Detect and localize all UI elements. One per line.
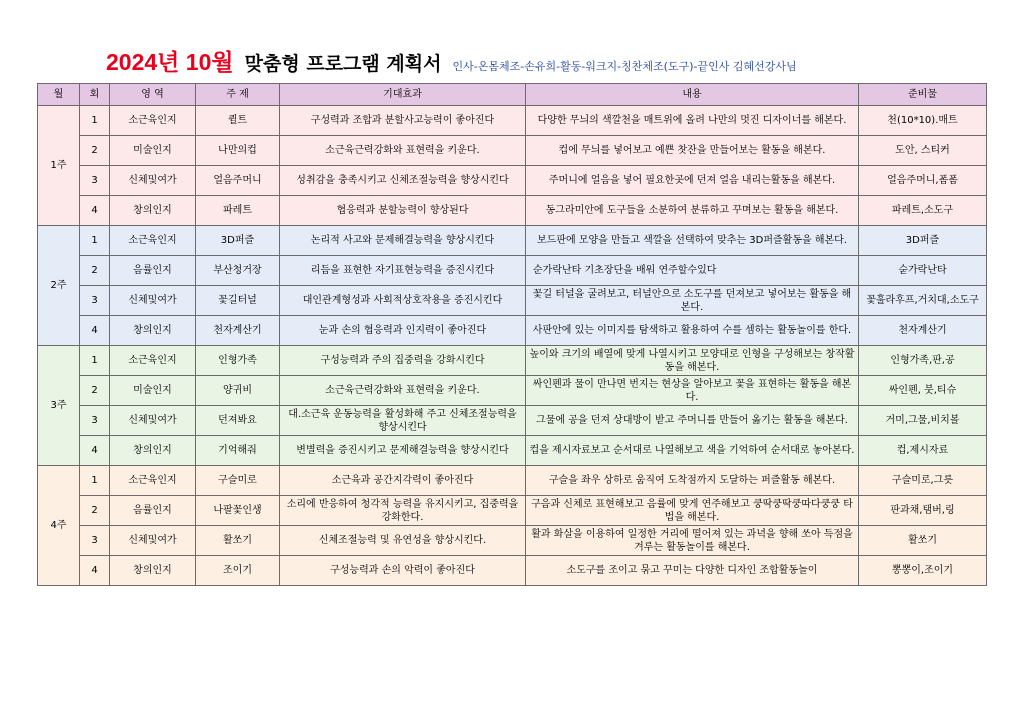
area-cell: 미술인지 [110, 376, 196, 406]
materials-cell: 인형가족,판,공 [859, 346, 987, 376]
session-number: 2 [80, 496, 110, 526]
materials-cell: 판과채,탬버,링 [859, 496, 987, 526]
header-month: 월 [38, 84, 80, 106]
materials-cell: 얼음주머니,폼폼 [859, 166, 987, 196]
table-row [38, 556, 987, 586]
session-number: 2 [80, 256, 110, 286]
effect-cell: 소리에 반응하여 청각적 능력을 유지시키고, 집중력을 강화한다. [280, 496, 526, 526]
session-number: 4 [80, 436, 110, 466]
table-row [38, 406, 987, 436]
effect-cell: 대인관계형성과 사회적상호작용을 증진시킨다 [280, 286, 526, 316]
topic-cell: 기억해줘 [196, 436, 280, 466]
topic-cell: 부산청거장 [196, 256, 280, 286]
header-topic: 주 제 [196, 84, 280, 106]
week-label: 2주 [38, 226, 80, 346]
document-title [0, 44, 1024, 77]
effect-cell: 신체조절능력 및 유연성을 향상시킨다. [280, 526, 526, 556]
materials-cell: 숟가락난타 [859, 256, 987, 286]
content-cell: 컵을 제시자료보고 순서대로 나열해보고 색을 기억하여 순서대로 놓아본다. [526, 436, 859, 466]
area-cell: 소근육인지 [110, 226, 196, 256]
area-cell: 음률인지 [110, 256, 196, 286]
content-cell: 구슬을 좌우 상하로 움직여 도착점까지 도달하는 퍼즐활동 해본다. [526, 466, 859, 496]
table-row [38, 316, 987, 346]
title-program-plan: 맞춤형 프로그램 계획서 [244, 53, 442, 75]
effect-cell: 논리적 사고와 문제해결능력을 향상시킨다 [280, 226, 526, 256]
effect-cell: 구성력과 조합과 분할사고능력이 좋아진다 [280, 106, 526, 136]
session-number: 4 [80, 316, 110, 346]
session-number: 3 [80, 406, 110, 436]
session-number: 1 [80, 346, 110, 376]
table-row [38, 136, 987, 166]
area-cell: 미술인지 [110, 136, 196, 166]
session-number: 1 [80, 106, 110, 136]
effect-cell: 리듬을 표현한 자기표현능력을 증진시킨다 [280, 256, 526, 286]
materials-cell: 3D퍼즐 [859, 226, 987, 256]
effect-cell: 협응력과 분할능력이 향상된다 [280, 196, 526, 226]
materials-cell: 천자계산기 [859, 316, 987, 346]
effect-cell: 대.소근육 운동능력을 활성화해 주고 신체조절능력을 향상시킨다 [280, 406, 526, 436]
session-number: 2 [80, 136, 110, 166]
table-row [38, 376, 987, 406]
topic-cell: 나팔꽃인생 [196, 496, 280, 526]
effect-cell: 눈과 손의 협응력과 인지력이 좋아진다 [280, 316, 526, 346]
week-label: 4주 [38, 466, 80, 586]
table-row [38, 256, 987, 286]
effect-cell: 소근육과 공간지각력이 좋아진다 [280, 466, 526, 496]
program-plan-table [37, 83, 987, 586]
topic-cell: 활쏘기 [196, 526, 280, 556]
title-session-flow: 인사-온몸체조-손유희-활동-워크지-칭찬체조(도구)-끝인사 김혜선강사님 [452, 60, 797, 73]
header-content: 내용 [526, 84, 859, 106]
topic-cell: 나만의컵 [196, 136, 280, 166]
effect-cell: 변별력을 증진시키고 문제해결능력을 향상시킨다 [280, 436, 526, 466]
area-cell: 신체및여가 [110, 406, 196, 436]
week-label: 1주 [38, 106, 80, 226]
content-cell: 소도구를 조이고 묶고 꾸미는 다양한 디자인 조합활동놀이 [526, 556, 859, 586]
content-cell: 구음과 신체로 표현해보고 음률에 맞게 연주해보고 쿵딱쿵딱쿵따다쿵쿵 타법을 해본다. [526, 496, 859, 526]
header-materials: 준비물 [859, 84, 987, 106]
materials-cell: 도안, 스티커 [859, 136, 987, 166]
materials-cell: 싸인펜, 붓,티슈 [859, 376, 987, 406]
topic-cell: 꽃길터널 [196, 286, 280, 316]
session-number: 3 [80, 286, 110, 316]
materials-cell: 천(10*10).매트 [859, 106, 987, 136]
session-number: 4 [80, 556, 110, 586]
area-cell: 창의인지 [110, 316, 196, 346]
week-label: 3주 [38, 346, 80, 466]
session-number: 3 [80, 166, 110, 196]
session-number: 2 [80, 376, 110, 406]
effect-cell: 구성능력과 주의 집중력을 강화시킨다 [280, 346, 526, 376]
table-row [38, 286, 987, 316]
area-cell: 신체및여가 [110, 166, 196, 196]
area-cell: 신체및여가 [110, 286, 196, 316]
header-area: 영 역 [110, 84, 196, 106]
effect-cell: 구성능력과 손의 악력이 좋아진다 [280, 556, 526, 586]
topic-cell: 조이기 [196, 556, 280, 586]
topic-cell: 천자계산기 [196, 316, 280, 346]
materials-cell: 컵,제시자료 [859, 436, 987, 466]
session-number: 1 [80, 466, 110, 496]
area-cell: 소근육인지 [110, 346, 196, 376]
area-cell: 음률인지 [110, 496, 196, 526]
content-cell: 동그라미안에 도구들을 소분하여 분류하고 꾸며보는 활동을 해본다. [526, 196, 859, 226]
table-row [38, 466, 987, 496]
topic-cell: 인형가족 [196, 346, 280, 376]
content-cell: 사판안에 있는 이미지를 탐색하고 활용하여 수를 셈하는 활동놀이를 한다. [526, 316, 859, 346]
content-cell: 꽃길 터널을 굴려보고, 터널안으로 소도구를 던져보고 넣어보는 활동을 해본다. [526, 286, 859, 316]
area-cell: 소근육인지 [110, 466, 196, 496]
session-number: 4 [80, 196, 110, 226]
materials-cell: 꽃훌라후프,거치대,소도구 [859, 286, 987, 316]
table-row [38, 106, 987, 136]
title-year-month: 2024년 10월 [106, 49, 234, 75]
table-row [38, 196, 987, 226]
materials-cell: 구슬미로,그릇 [859, 466, 987, 496]
area-cell: 창의인지 [110, 436, 196, 466]
area-cell: 창의인지 [110, 556, 196, 586]
area-cell: 소근육인지 [110, 106, 196, 136]
content-cell: 활과 화살을 이용하여 일정한 거리에 떨어져 있는 과녁을 향해 쏘아 득점을 겨루는 활동놀이를 해본다. [526, 526, 859, 556]
content-cell: 보드판에 모양을 만들고 색깔을 선택하여 맞추는 3D퍼즐활동을 해본다. [526, 226, 859, 256]
header-expected-effect: 기대효과 [280, 84, 526, 106]
topic-cell: 얼음주머니 [196, 166, 280, 196]
content-cell: 컵에 무늬를 넣어보고 예쁜 찻잔을 만들어보는 활동을 해본다. [526, 136, 859, 166]
effect-cell: 소근육근력강화와 표현력을 키운다. [280, 136, 526, 166]
effect-cell: 소근육근력강화와 표현력을 키운다. [280, 376, 526, 406]
table-row [38, 436, 987, 466]
content-cell: 주머니에 얼음을 넣어 필요한곳에 던져 얼음 내리는활동을 해본다. [526, 166, 859, 196]
area-cell: 창의인지 [110, 196, 196, 226]
content-cell: 싸인펜과 물이 만나면 번지는 현상을 알아보고 꽃을 표현하는 활동을 해본다. [526, 376, 859, 406]
materials-cell: 파레트,소도구 [859, 196, 987, 226]
area-cell: 신체및여가 [110, 526, 196, 556]
session-number: 3 [80, 526, 110, 556]
table-row [38, 166, 987, 196]
topic-cell: 3D퍼즐 [196, 226, 280, 256]
table-row [38, 226, 987, 256]
session-number: 1 [80, 226, 110, 256]
materials-cell: 거미,그물,비치볼 [859, 406, 987, 436]
content-cell: 그물에 공을 던져 상대방이 받고 주머니를 만들어 옮기는 활동을 해본다. [526, 406, 859, 436]
effect-cell: 성취감을 충족시키고 신체조절능력을 향상시킨다 [280, 166, 526, 196]
table-row [38, 526, 987, 556]
materials-cell: 활쏘기 [859, 526, 987, 556]
content-cell: 순가락난타 기초장단을 배워 연주할수있다 [526, 256, 859, 286]
topic-cell: 던져봐요 [196, 406, 280, 436]
table-row [38, 346, 987, 376]
topic-cell: 파레트 [196, 196, 280, 226]
topic-cell: 양귀비 [196, 376, 280, 406]
topic-cell: 퀼트 [196, 106, 280, 136]
header-session: 회 [80, 84, 110, 106]
topic-cell: 구슬미로 [196, 466, 280, 496]
content-cell: 높이와 크기의 배열에 맞게 나열시키고 모양대로 인형을 구성해보는 창작활동을 해본다. [526, 346, 859, 376]
table-header-row [38, 84, 987, 106]
materials-cell: 뽕뽕이,조이기 [859, 556, 987, 586]
table-row [38, 496, 987, 526]
content-cell: 다양한 무늬의 색깔천을 매트위에 올려 나만의 멋진 디자이너를 해본다. [526, 106, 859, 136]
